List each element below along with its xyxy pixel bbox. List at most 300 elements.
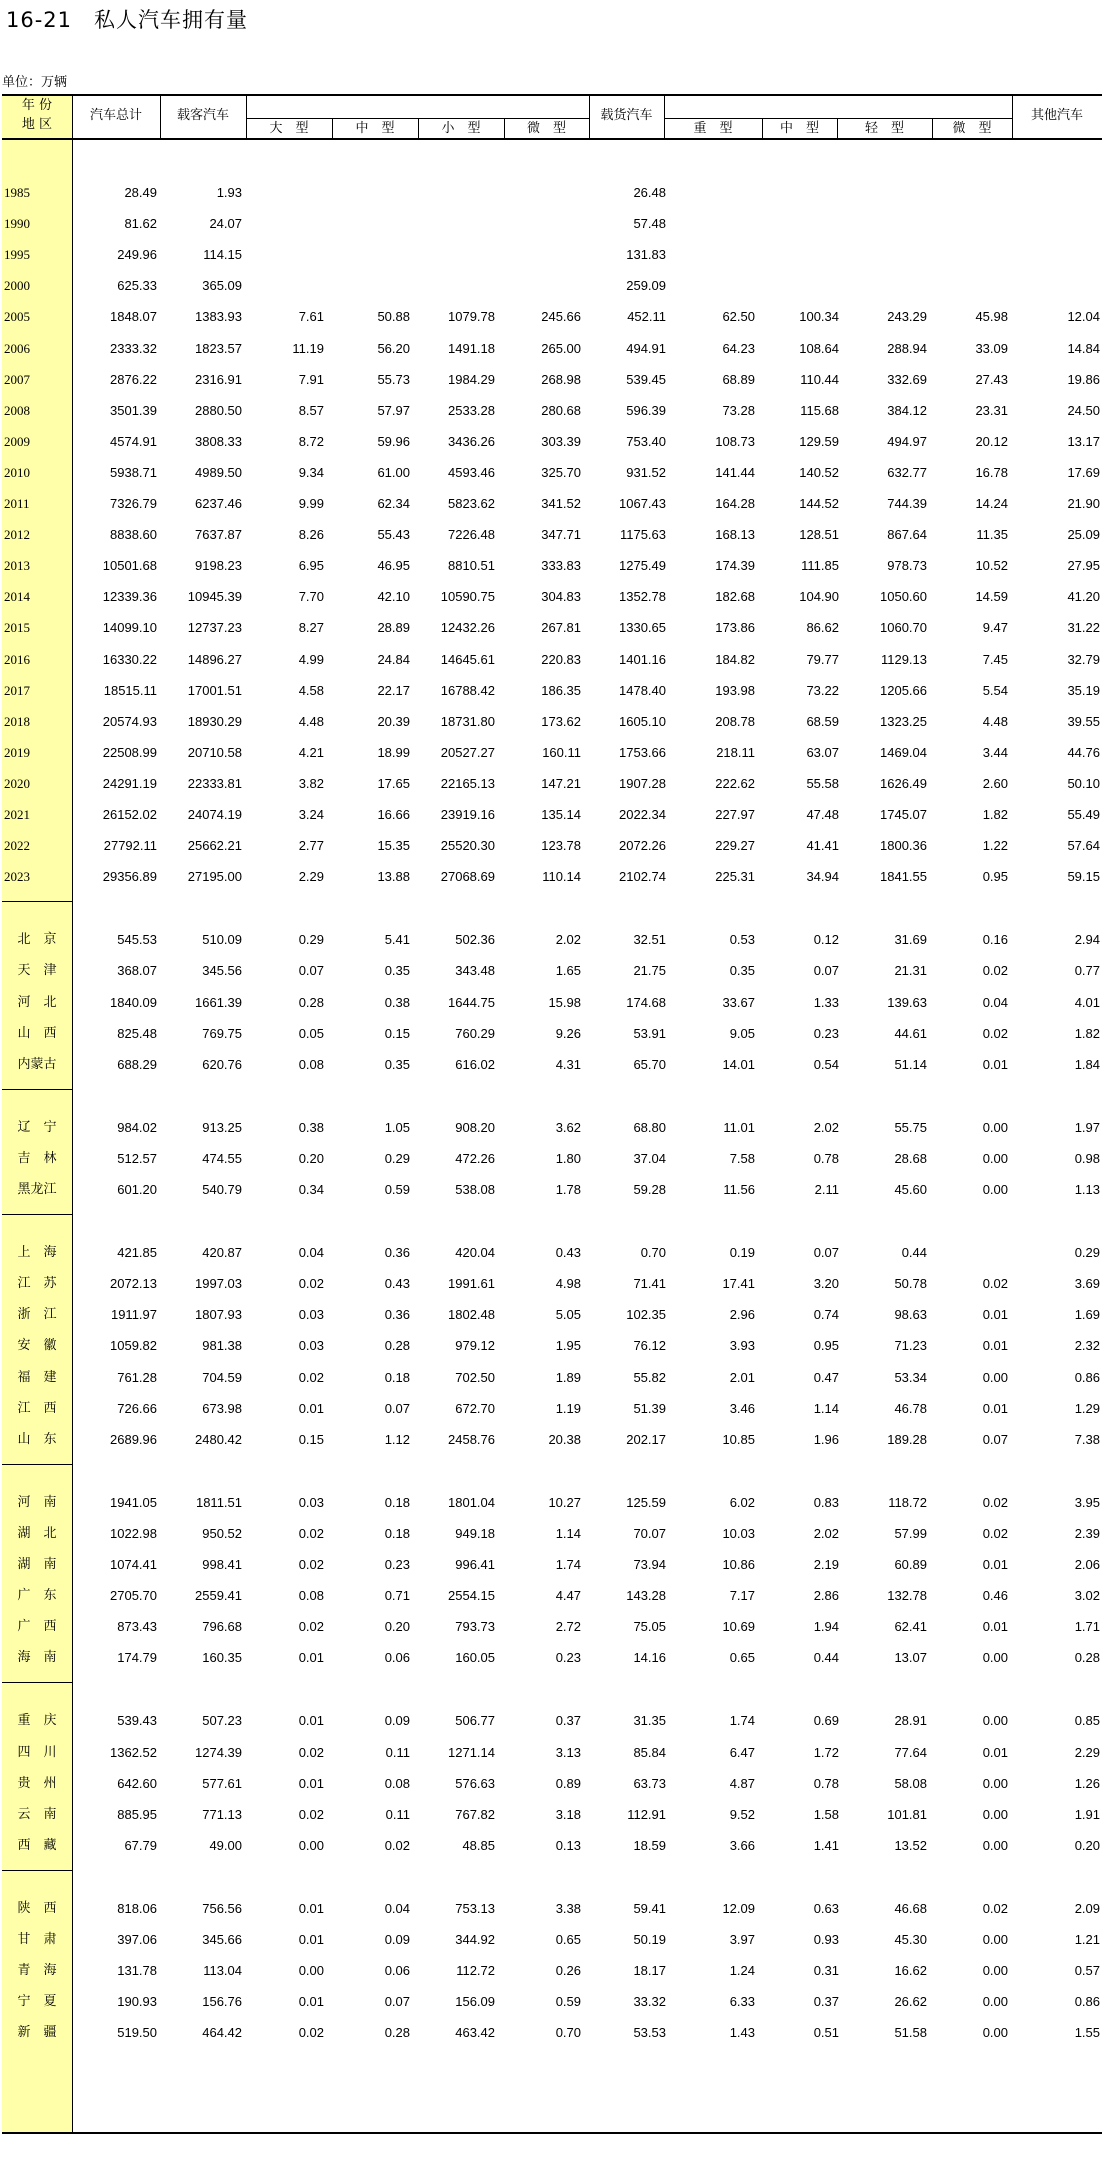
- table-cell: 101.81: [887, 1806, 927, 1822]
- header-bottom-border: [2, 138, 1102, 140]
- table-cell: 931.52: [626, 464, 666, 480]
- truck-subheader-line: [664, 118, 1012, 119]
- table-cell: 0.35: [384, 963, 410, 979]
- table-cell: 494.91: [626, 340, 666, 356]
- table-cell: 2.32: [1074, 1338, 1100, 1354]
- table-cell: 22333.81: [187, 775, 242, 791]
- table-cell: 981.38: [202, 1338, 242, 1354]
- table-cell: 25520.30: [440, 838, 495, 854]
- table-cell: 332.69: [887, 371, 927, 387]
- table-cell: 55.82: [633, 1369, 666, 1385]
- table-cell: 57.48: [633, 216, 666, 232]
- table-cell: 0.01: [982, 1307, 1008, 1323]
- table-cell: 825.48: [117, 1025, 157, 1041]
- table-cell: 519.50: [117, 2025, 157, 2041]
- table-cell: 539.43: [117, 1713, 157, 1729]
- table-cell: 27195.00: [187, 869, 242, 885]
- row-label-region: 浙 江: [17, 1307, 57, 1323]
- table-cell: 29356.89: [102, 869, 157, 885]
- table-cell: 3808.33: [195, 433, 242, 449]
- table-cell: 160.11: [542, 744, 581, 760]
- table-cell: 111.85: [801, 558, 839, 574]
- row-label-region: 江 西: [17, 1400, 57, 1416]
- table-cell: 12.04: [1067, 309, 1100, 325]
- table-cell: 28.68: [894, 1150, 927, 1166]
- table-cell: 0.08: [298, 1588, 324, 1604]
- table-cell: 0.44: [901, 1245, 927, 1261]
- table-cell: 12.09: [722, 1900, 755, 1916]
- table-cell: 65.70: [633, 1056, 666, 1072]
- table-cell: 0.02: [298, 1276, 324, 1292]
- table-cell: 50.88: [377, 309, 410, 325]
- table-cell: 51.39: [633, 1400, 666, 1416]
- table-cell: 48.85: [462, 1837, 495, 1853]
- table-cell: 0.00: [298, 1837, 324, 1853]
- table-cell: 545.53: [117, 932, 157, 948]
- table-cell: 1079.78: [448, 309, 495, 325]
- table-cell: 79.77: [806, 651, 839, 667]
- table-cell: 18.59: [633, 1837, 666, 1853]
- table-cell: 420.04: [455, 1245, 495, 1261]
- table-cell: 0.38: [384, 994, 410, 1010]
- table-cell: 0.74: [813, 1307, 839, 1323]
- table-cell: 0.20: [298, 1150, 324, 1166]
- table-cell: 0.07: [813, 1245, 839, 1261]
- table-cell: 39.55: [1067, 713, 1100, 729]
- row-label-year: 2013: [4, 558, 30, 574]
- table-cell: 601.20: [117, 1182, 157, 1197]
- table-cell: 18731.80: [440, 713, 495, 729]
- table-cell: 7326.79: [110, 496, 157, 511]
- table-cell: 726.66: [117, 1400, 157, 1416]
- table-cell: 0.02: [298, 1557, 324, 1572]
- table-cell: 4.48: [982, 713, 1008, 729]
- table-cell: 27.43: [975, 371, 1008, 387]
- table-cell: 31.69: [894, 932, 927, 948]
- table-cell: 494.97: [887, 433, 927, 449]
- table-cell: 10.85: [722, 1431, 755, 1447]
- table-cell: 7.61: [298, 309, 324, 325]
- table-cell: 769.75: [202, 1025, 242, 1041]
- table-cell: 0.07: [384, 1400, 410, 1416]
- table-bottom-border: [2, 2132, 1102, 2134]
- table-cell: 2.19: [813, 1557, 839, 1572]
- table-cell: 229.27: [715, 838, 755, 854]
- table-cell: 1.74: [555, 1557, 581, 1572]
- table-cell: 0.77: [1074, 963, 1100, 979]
- table-cell: 50.10: [1067, 775, 1100, 791]
- table-cell: 0.04: [384, 1900, 410, 1916]
- table-cell: 112.91: [627, 1806, 666, 1822]
- table-cell: 9.05: [729, 1025, 755, 1041]
- table-cell: 1383.93: [195, 309, 242, 325]
- table-cell: 7.17: [729, 1588, 755, 1604]
- table-cell: 46.95: [377, 558, 410, 574]
- table-cell: 5.41: [384, 932, 410, 948]
- table-cell: 0.18: [384, 1369, 410, 1385]
- table-cell: 45.98: [975, 309, 1008, 325]
- table-cell: 0.86: [1074, 1994, 1100, 2010]
- table-cell: 73.94: [633, 1557, 666, 1572]
- table-cell: 186.35: [541, 682, 581, 698]
- table-cell: 0.29: [384, 1150, 410, 1166]
- table-cell: 131.78: [117, 1963, 157, 1979]
- table-cell: 512.57: [117, 1150, 157, 1166]
- table-cell: 53.53: [633, 2025, 666, 2041]
- table-cell: 0.02: [298, 1744, 324, 1760]
- table-cell: 0.03: [298, 1494, 324, 1510]
- table-cell: 31.22: [1067, 620, 1100, 636]
- row-label-year: 2005: [4, 309, 30, 325]
- table-cell: 135.14: [541, 807, 581, 822]
- table-cell: 1941.05: [110, 1494, 157, 1510]
- table-cell: 6.47: [729, 1744, 755, 1760]
- table-cell: 474.55: [202, 1150, 242, 1166]
- table-cell: 0.85: [1074, 1713, 1100, 1729]
- table-cell: 288.94: [887, 340, 927, 356]
- table-cell: 3.95: [1074, 1494, 1100, 1510]
- table-cell: 0.00: [982, 1775, 1008, 1791]
- table-cell: 1.19: [555, 1400, 581, 1416]
- header-passenger: 载客汽车: [176, 108, 229, 123]
- table-cell: 0.23: [384, 1557, 410, 1572]
- table-cell: 0.54: [813, 1056, 839, 1072]
- table-cell: 1.82: [982, 807, 1008, 822]
- table-cell: 0.59: [384, 1182, 410, 1197]
- row-label-region: 甘 肃: [17, 1932, 57, 1947]
- table-cell: 27068.69: [440, 869, 495, 885]
- table-cell: 303.39: [541, 433, 581, 449]
- table-cell: 1753.66: [619, 744, 666, 760]
- table-cell: 77.64: [894, 1744, 927, 1760]
- table-cell: 7.91: [298, 371, 324, 387]
- table-cell: 57.99: [894, 1525, 927, 1541]
- table-cell: 10.69: [722, 1619, 755, 1635]
- table-cell: 0.00: [982, 1963, 1008, 1979]
- table-cell: 0.02: [982, 963, 1008, 979]
- table-cell: 47.48: [806, 807, 839, 822]
- table-cell: 0.46: [982, 1588, 1008, 1604]
- table-cell: 1.33: [813, 994, 839, 1010]
- table-cell: 53.91: [633, 1025, 666, 1041]
- table-cell: 0.08: [298, 1056, 324, 1072]
- table-cell: 0.95: [982, 869, 1008, 885]
- table-cell: 2.29: [1074, 1744, 1100, 1760]
- row-label-region: 河 南: [17, 1494, 57, 1510]
- table-cell: 345.56: [202, 963, 242, 979]
- table-cell: 0.01: [982, 1400, 1008, 1416]
- table-cell: 0.37: [813, 1994, 839, 2010]
- table-cell: 0.00: [982, 1837, 1008, 1853]
- table-cell: 11.19: [292, 340, 324, 356]
- table-cell: 1840.09: [110, 994, 157, 1010]
- row-label-year: 2010: [4, 464, 30, 480]
- table-cell: 463.42: [455, 2025, 495, 2041]
- table-cell: 2.09: [1074, 1900, 1100, 1916]
- table-cell: 0.37: [555, 1713, 581, 1729]
- table-cell: 0.70: [555, 2025, 581, 2041]
- table-cell: 102.35: [626, 1307, 666, 1323]
- table-cell: 1.96: [813, 1431, 839, 1447]
- table-cell: 18.17: [633, 1963, 666, 1979]
- header-other: 其他汽车: [1030, 108, 1083, 123]
- table-cell: 507.23: [202, 1713, 242, 1729]
- table-cell: 2533.28: [448, 402, 495, 418]
- table-cell: 59.96: [377, 433, 410, 449]
- group-separator: [2, 1870, 72, 1871]
- table-cell: 4.98: [555, 1276, 581, 1292]
- table-cell: 9198.23: [195, 558, 242, 574]
- row-label-year: 2006: [4, 340, 30, 356]
- table-cell: 70.07: [633, 1525, 666, 1541]
- table-cell: 1997.03: [195, 1276, 242, 1292]
- table-cell: 62.50: [722, 309, 755, 325]
- table-cell: 268.98: [541, 371, 581, 387]
- table-cell: 9.99: [298, 496, 324, 511]
- table-cell: 908.20: [455, 1119, 495, 1135]
- table-cell: 7637.87: [195, 527, 242, 543]
- table-cell: 13.88: [377, 869, 410, 885]
- table-cell: 0.57: [1074, 1963, 1100, 1979]
- table-cell: 14.24: [975, 496, 1008, 511]
- unit-label: 单位：万辆: [2, 75, 68, 90]
- table-cell: 10.52: [975, 558, 1008, 574]
- table-cell: 793.73: [455, 1619, 495, 1635]
- table-cell: 17.41: [722, 1276, 755, 1292]
- table-cell: 1661.39: [195, 994, 242, 1010]
- table-top-border: [2, 94, 1102, 96]
- table-cell: 688.29: [117, 1056, 157, 1072]
- table-cell: 0.13: [555, 1837, 581, 1853]
- table-cell: 0.43: [384, 1276, 410, 1292]
- row-label-year: 2007: [4, 371, 30, 387]
- table-cell: 0.16: [982, 932, 1008, 948]
- table-cell: 0.04: [298, 1245, 324, 1261]
- table-cell: 4.21: [298, 744, 324, 760]
- table-cell: 1274.39: [195, 1744, 242, 1760]
- table-cell: 37.04: [633, 1150, 666, 1166]
- table-cell: 18515.11: [103, 682, 157, 698]
- table-cell: 227.97: [715, 807, 755, 822]
- table-cell: 10.27: [548, 1494, 581, 1510]
- table-cell: 9.52: [729, 1806, 755, 1822]
- table-cell: 6237.46: [195, 496, 242, 511]
- table-cell: 0.04: [982, 994, 1008, 1010]
- table-cell: 1911.97: [110, 1307, 157, 1323]
- table-cell: 113.04: [203, 1963, 242, 1979]
- table-cell: 397.06: [117, 1932, 157, 1947]
- table-cell: 0.00: [982, 1369, 1008, 1385]
- table-cell: 28.89: [377, 620, 410, 636]
- table-cell: 28.91: [894, 1713, 927, 1729]
- label-column-background: [2, 94, 72, 2134]
- table-cell: 0.09: [384, 1932, 410, 1947]
- table-cell: 41.20: [1067, 589, 1100, 605]
- table-cell: 26152.02: [102, 807, 157, 822]
- table-cell: 885.95: [117, 1806, 157, 1822]
- row-label-year: 2020: [4, 775, 30, 791]
- table-cell: 0.00: [982, 1119, 1008, 1135]
- table-cell: 0.06: [384, 1963, 410, 1979]
- table-cell: 1.41: [813, 1837, 839, 1853]
- table-cell: 744.39: [887, 496, 927, 511]
- table-cell: 4.87: [729, 1775, 755, 1791]
- row-label-year: 2018: [4, 713, 30, 729]
- table-cell: 75.05: [633, 1619, 666, 1635]
- table-cell: 0.02: [982, 1276, 1008, 1292]
- table-cell: 1.72: [813, 1744, 839, 1760]
- table-cell: 1067.43: [619, 496, 666, 511]
- table-cell: 174.39: [715, 558, 755, 574]
- table-cell: 577.61: [202, 1775, 242, 1791]
- table-cell: 345.66: [202, 1932, 242, 1947]
- table-cell: 19.86: [1067, 371, 1100, 387]
- row-label-region: 海 南: [17, 1650, 57, 1666]
- table-cell: 2.02: [555, 932, 581, 948]
- table-cell: 33.32: [633, 1994, 666, 2010]
- data-table: [2, 94, 1102, 2134]
- table-cell: 3.24: [298, 807, 324, 822]
- header-passenger-medium: 中 型: [355, 121, 395, 136]
- table-cell: 63.73: [633, 1775, 666, 1791]
- row-label-year: 2019: [4, 744, 30, 760]
- table-cell: 0.35: [384, 1056, 410, 1072]
- table-cell: 8838.60: [110, 527, 157, 543]
- table-cell: 0.00: [982, 1650, 1008, 1666]
- table-cell: 22.17: [377, 682, 410, 698]
- table-cell: 1644.75: [448, 994, 495, 1010]
- table-cell: 1626.49: [880, 775, 927, 791]
- table-cell: 341.52: [541, 496, 581, 511]
- table-cell: 365.09: [202, 278, 242, 294]
- table-cell: 139.63: [887, 994, 927, 1010]
- table-cell: 3.44: [982, 744, 1008, 760]
- table-cell: 873.43: [117, 1619, 157, 1635]
- table-cell: 147.21: [541, 775, 581, 791]
- table-cell: 4574.91: [110, 433, 157, 449]
- table-cell: 10.03: [722, 1525, 755, 1541]
- table-cell: 173.62: [541, 713, 581, 729]
- table-cell: 1.69: [1074, 1307, 1100, 1323]
- table-cell: 12737.23: [187, 620, 242, 636]
- table-cell: 767.82: [455, 1806, 495, 1822]
- table-cell: 108.73: [715, 433, 755, 449]
- table-cell: 55.75: [894, 1119, 927, 1135]
- table-cell: 0.02: [982, 1900, 1008, 1916]
- table-cell: 0.11: [385, 1806, 410, 1822]
- table-cell: 68.80: [633, 1119, 666, 1135]
- table-cell: 14645.61: [440, 651, 495, 667]
- table-cell: 110.14: [542, 869, 581, 885]
- header-truck: 载货汽车: [600, 108, 653, 123]
- table-cell: 642.60: [117, 1775, 157, 1791]
- table-cell: 11.35: [976, 527, 1008, 543]
- table-cell: 1491.18: [448, 340, 495, 356]
- table-cell: 58.08: [894, 1775, 927, 1791]
- table-cell: 44.76: [1067, 744, 1100, 760]
- table-cell: 1.12: [384, 1431, 410, 1447]
- table-cell: 1.71: [1074, 1619, 1100, 1635]
- row-label-year: 1995: [4, 247, 30, 263]
- table-cell: 14.84: [1067, 340, 1100, 356]
- table-cell: 420.87: [202, 1245, 242, 1261]
- row-label-region: 广 西: [17, 1619, 57, 1635]
- table-cell: 347.71: [541, 527, 581, 543]
- table-cell: 9.26: [555, 1025, 581, 1041]
- table-cell: 174.68: [626, 994, 666, 1010]
- table-cell: 132.78: [887, 1588, 927, 1604]
- table-cell: 20.38: [548, 1431, 581, 1447]
- table-cell: 1.95: [555, 1338, 581, 1354]
- table-cell: 539.45: [626, 371, 666, 387]
- table-cell: 0.63: [813, 1900, 839, 1916]
- table-cell: 50.19: [633, 1932, 666, 1947]
- table-cell: 0.18: [384, 1525, 410, 1541]
- table-cell: 304.83: [541, 589, 581, 605]
- table-cell: 1059.82: [110, 1338, 157, 1354]
- table-cell: 325.70: [541, 464, 581, 480]
- table-cell: 1.21: [1074, 1932, 1100, 1947]
- table-cell: 24074.19: [187, 807, 242, 822]
- table-cell: 2689.96: [110, 1431, 157, 1447]
- table-cell: 616.02: [455, 1056, 495, 1072]
- table-cell: 0.29: [298, 932, 324, 948]
- table-cell: 3.46: [729, 1400, 755, 1416]
- table-cell: 2.86: [813, 1588, 839, 1604]
- row-label-year: 2011: [4, 496, 30, 511]
- row-label-region: 内蒙古: [17, 1056, 57, 1072]
- table-cell: 502.36: [455, 932, 495, 948]
- table-cell: 2022.34: [619, 807, 666, 822]
- table-cell: 220.83: [541, 651, 581, 667]
- table-cell: 59.15: [1067, 869, 1100, 885]
- table-cell: 984.02: [117, 1119, 157, 1135]
- table-cell: 4989.50: [195, 464, 242, 480]
- row-label-region: 北 京: [17, 932, 57, 948]
- table-cell: 0.98: [1074, 1150, 1100, 1166]
- table-cell: 20.12: [975, 433, 1008, 449]
- table-cell: 265.00: [541, 340, 581, 356]
- table-cell: 23919.16: [440, 807, 495, 822]
- table-cell: 950.52: [202, 1525, 242, 1541]
- table-cell: 6.33: [729, 1994, 755, 2010]
- table-cell: 3.18: [555, 1806, 581, 1822]
- table-cell: 71.23: [894, 1338, 927, 1354]
- table-cell: 12339.36: [102, 589, 157, 605]
- table-cell: 112.72: [456, 1963, 495, 1979]
- table-cell: 1022.98: [110, 1525, 157, 1541]
- table-cell: 160.35: [202, 1650, 242, 1666]
- table-cell: 7226.48: [448, 527, 495, 543]
- table-cell: 756.56: [202, 1900, 242, 1916]
- table-cell: 1605.10: [619, 713, 666, 729]
- table-cell: 50.78: [894, 1276, 927, 1292]
- table-cell: 190.93: [117, 1994, 157, 2010]
- table-cell: 5.05: [555, 1307, 581, 1323]
- table-cell: 57.64: [1067, 838, 1100, 854]
- table-cell: 9.34: [298, 464, 324, 480]
- table-cell: 55.73: [377, 371, 410, 387]
- table-cell: 249.96: [117, 247, 157, 263]
- table-cell: 173.86: [715, 620, 755, 636]
- table-cell: 259.09: [626, 278, 666, 294]
- table-cell: 1.22: [982, 838, 1008, 854]
- table-cell: 3.38: [555, 1900, 581, 1916]
- table-cell: 1.89: [555, 1369, 581, 1385]
- table-cell: 0.23: [813, 1025, 839, 1041]
- table-cell: 2.60: [982, 775, 1008, 791]
- table-cell: 0.06: [384, 1650, 410, 1666]
